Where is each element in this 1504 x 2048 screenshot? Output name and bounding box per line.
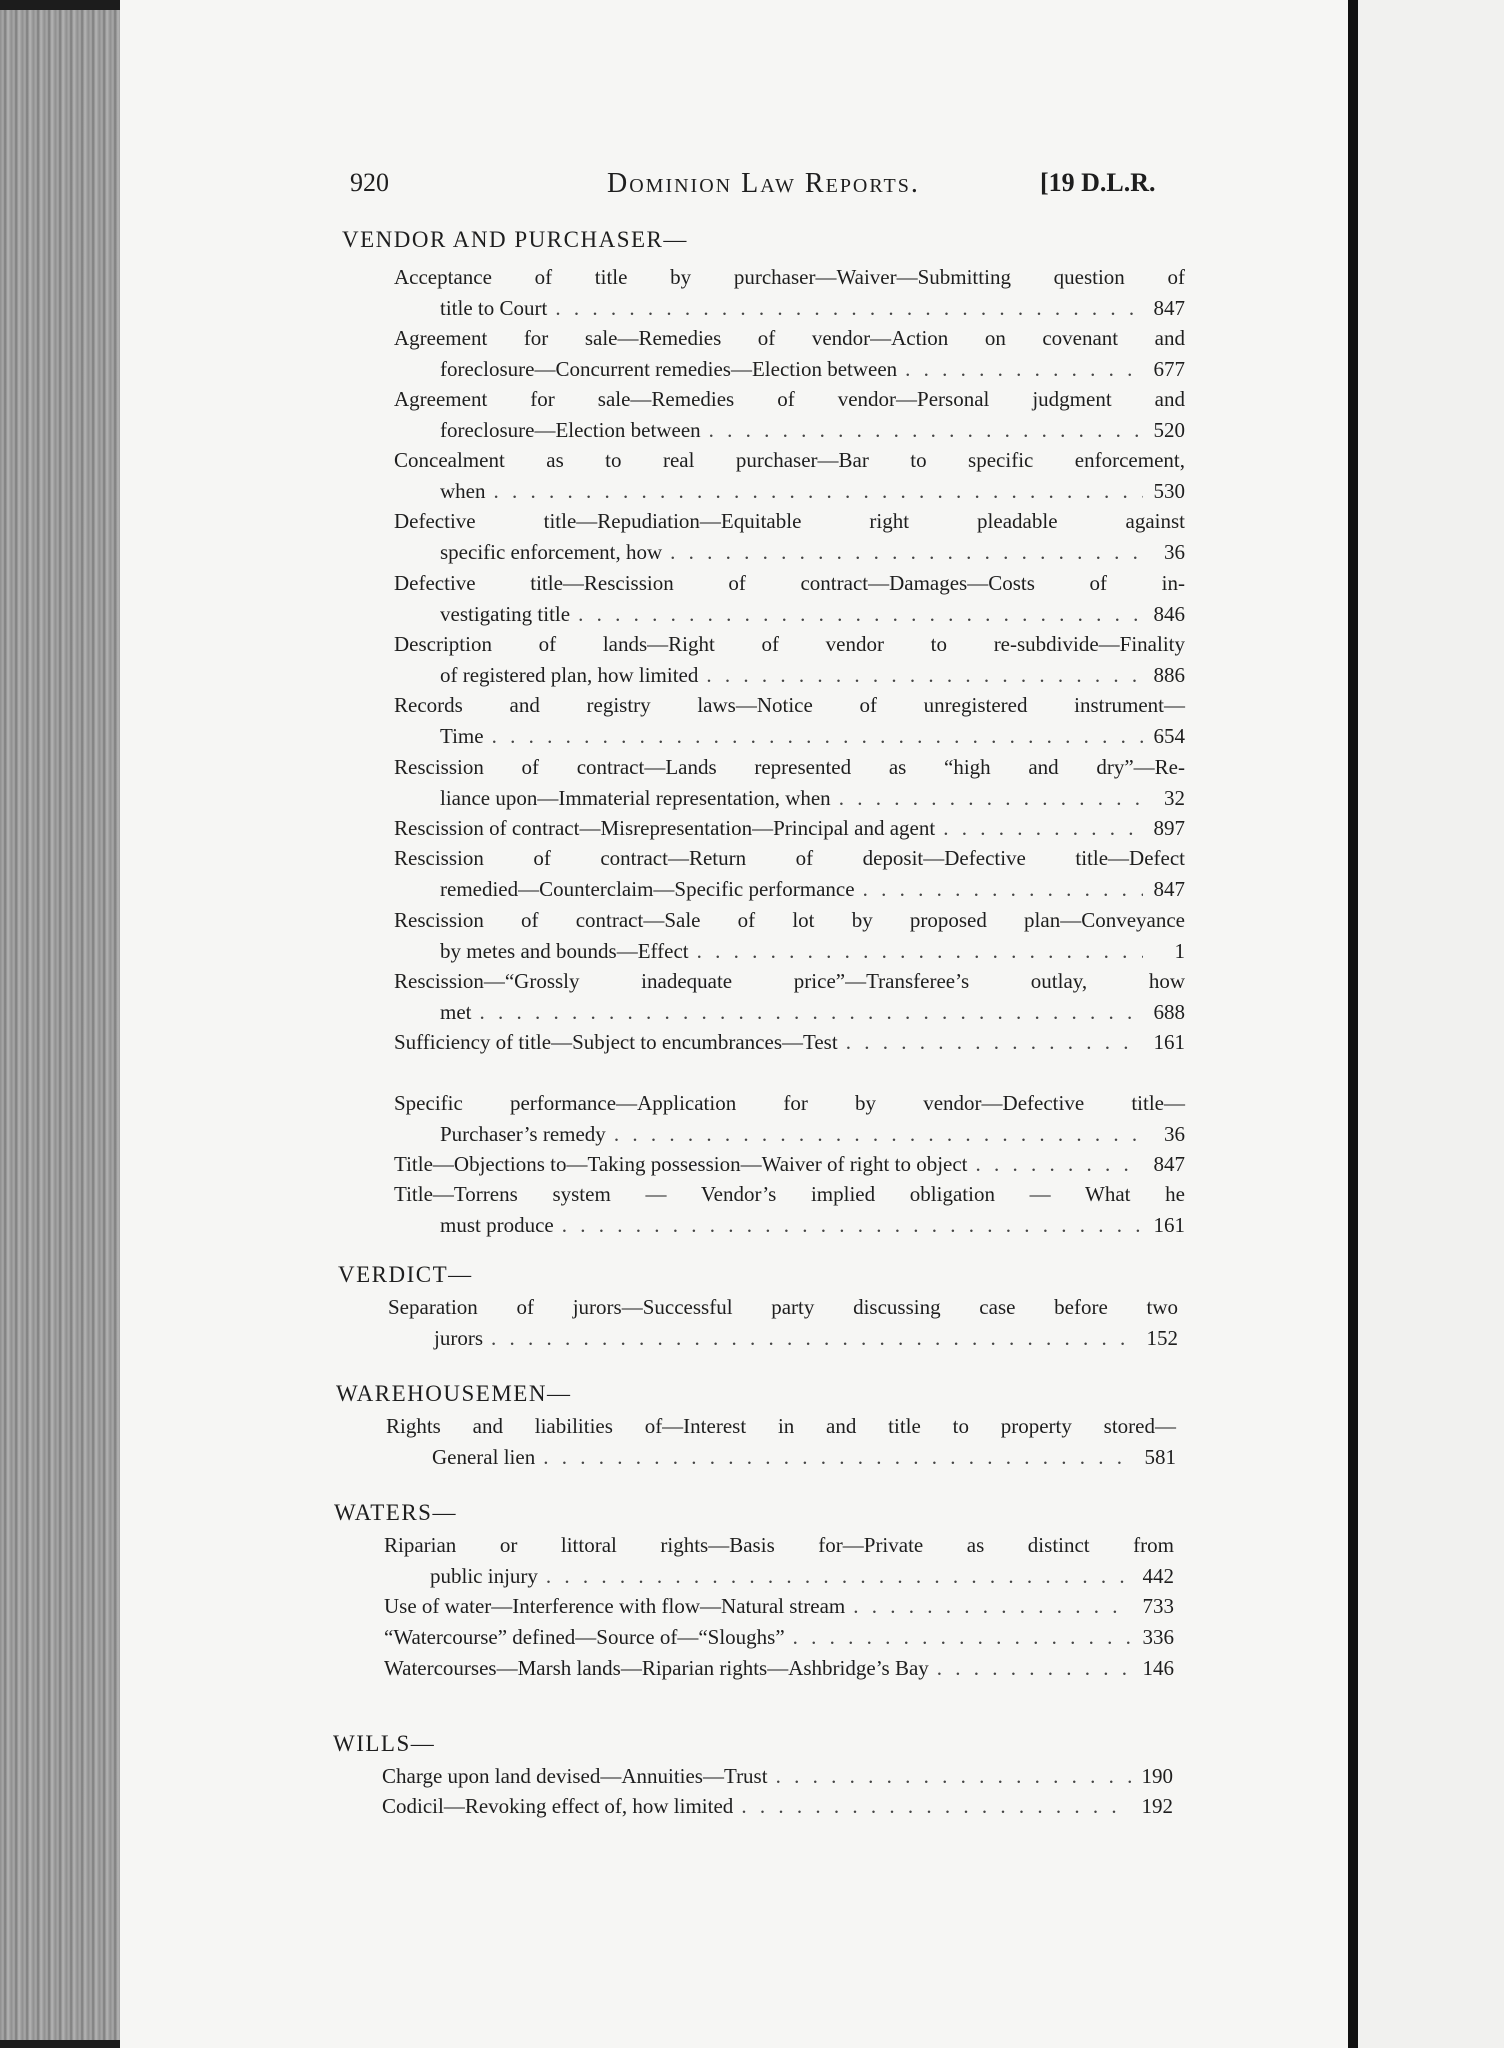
entry-text: must produce bbox=[440, 1212, 554, 1237]
dot-leader bbox=[853, 1591, 1132, 1622]
entry-line: Title—Torrens system — Vendor’s implied obligation — What he bbox=[394, 1182, 1185, 1206]
entry-last-line bbox=[394, 1119, 1185, 1150]
entry-last-line bbox=[394, 415, 1185, 446]
index-entry bbox=[394, 1027, 1185, 1058]
page-reference: 897 bbox=[1153, 816, 1185, 840]
page-reference: 847 bbox=[1153, 295, 1185, 320]
page-reference: 192 bbox=[1141, 1794, 1173, 1818]
entry-text: Title—Objections to—Taking possession—Waiver of right to object bbox=[394, 1152, 968, 1176]
entry-text: Charge upon land devised—Annuities—Trust bbox=[382, 1764, 768, 1788]
index-entry bbox=[394, 323, 1185, 384]
entry-text: General lien bbox=[432, 1444, 536, 1469]
page-reference: 336 bbox=[1142, 1625, 1174, 1649]
page-reference: 530 bbox=[1153, 478, 1185, 503]
page-reference: 442 bbox=[1142, 1563, 1174, 1588]
entry-last-line bbox=[394, 1149, 1185, 1180]
page-reference: 146 bbox=[1142, 1656, 1174, 1680]
entry-last-line bbox=[394, 476, 1185, 507]
dot-leader bbox=[976, 1149, 1143, 1180]
entry-text: met bbox=[440, 999, 472, 1024]
index-entry bbox=[384, 1591, 1174, 1622]
entry-text: “Watercourse” defined—Source of—“Sloughs” bbox=[384, 1625, 785, 1649]
entry-last-line bbox=[382, 1761, 1173, 1792]
entry-last-line bbox=[384, 1561, 1174, 1592]
page-reference: 847 bbox=[1153, 1152, 1185, 1176]
dot-leader bbox=[846, 1027, 1143, 1058]
index-entry bbox=[394, 752, 1185, 813]
entry-last-line bbox=[394, 537, 1185, 568]
dot-leader bbox=[578, 599, 1143, 630]
page-reference: 733 bbox=[1142, 1594, 1174, 1618]
index-entry bbox=[394, 262, 1185, 323]
entry-text: foreclosure—Election between bbox=[440, 417, 701, 442]
index-entry bbox=[394, 445, 1185, 506]
page-reference: 677 bbox=[1153, 356, 1185, 381]
entry-text: Sufficiency of title—Subject to encumbrances—Test bbox=[394, 1030, 838, 1054]
page-reference: 886 bbox=[1153, 662, 1185, 687]
entry-text: Use of water—Interference with flow—Natural stream bbox=[384, 1594, 846, 1618]
index-entry bbox=[394, 905, 1185, 966]
dot-leader bbox=[943, 813, 1143, 844]
entry-last-line bbox=[384, 1622, 1174, 1653]
entry-last-line bbox=[384, 1591, 1174, 1622]
dot-leader bbox=[863, 874, 1143, 905]
dot-leader bbox=[706, 660, 1143, 691]
page-reference: 36 bbox=[1164, 1121, 1185, 1146]
page-reference: 161 bbox=[1153, 1030, 1185, 1054]
entry-line: Agreement for sale—Remedies of vendor—Personal judgment and bbox=[394, 387, 1185, 411]
index-entry bbox=[394, 843, 1185, 904]
dot-leader bbox=[709, 415, 1143, 446]
entry-text: remedied—Counterclaim—Specific performance bbox=[440, 876, 855, 901]
page-reference: 581 bbox=[1144, 1444, 1176, 1469]
entry-last-line bbox=[394, 936, 1185, 967]
entry-text: public injury bbox=[430, 1563, 538, 1588]
entry-line: Concealment as to real purchaser—Bar to specific enforcement, bbox=[394, 448, 1185, 472]
page-reference: 1 bbox=[1174, 938, 1185, 963]
entry-line: Rescission of contract—Return of deposit—Defective title—Defect bbox=[394, 846, 1185, 870]
dot-leader bbox=[562, 1210, 1143, 1241]
page-reference: 654 bbox=[1153, 723, 1185, 748]
page-reference: 36 bbox=[1164, 539, 1185, 564]
index-entry bbox=[394, 966, 1185, 1027]
entry-last-line bbox=[388, 1323, 1178, 1354]
entry-last-line bbox=[394, 599, 1185, 630]
dot-leader bbox=[776, 1761, 1131, 1792]
page-reference: 152 bbox=[1146, 1325, 1178, 1350]
dot-leader bbox=[937, 1653, 1132, 1684]
index-entry bbox=[394, 629, 1185, 690]
index-entry bbox=[394, 1088, 1185, 1149]
entry-last-line bbox=[394, 293, 1185, 324]
dot-leader bbox=[670, 537, 1143, 568]
dot-leader bbox=[546, 1561, 1132, 1592]
entry-text: jurors bbox=[434, 1325, 483, 1350]
entry-text: specific enforcement, how bbox=[440, 539, 663, 564]
entry-text: Codicil—Revoking effect of, how limited bbox=[382, 1794, 734, 1818]
running-title: Dominion Law Reports. bbox=[607, 168, 920, 199]
entry-line: Rights and liabilities of—Interest in and title to property stored— bbox=[386, 1414, 1176, 1438]
entry-last-line bbox=[384, 1653, 1174, 1684]
dot-leader bbox=[494, 476, 1144, 507]
entry-text: by metes and bounds—Effect bbox=[440, 938, 689, 963]
facing-page-edge bbox=[1348, 0, 1504, 2048]
entry-line: Description of lands—Right of vendor to re-subdivide—Finality bbox=[394, 632, 1185, 656]
page-reference: 32 bbox=[1164, 785, 1185, 810]
section-heading: WILLS— bbox=[333, 1731, 436, 1756]
entry-last-line bbox=[394, 1210, 1185, 1241]
page-reference: 688 bbox=[1153, 999, 1185, 1024]
index-entry bbox=[386, 1411, 1176, 1472]
index-entry bbox=[394, 1179, 1185, 1240]
index-entry bbox=[394, 384, 1185, 445]
entry-text: Watercourses—Marsh lands—Riparian rights—Ashbridge’s Bay bbox=[384, 1656, 929, 1680]
index-entry bbox=[384, 1530, 1174, 1591]
entry-text: foreclosure—Concurrent remedies—Election between bbox=[440, 356, 898, 381]
entry-last-line bbox=[394, 721, 1185, 752]
entry-last-line bbox=[394, 354, 1185, 385]
index-entry bbox=[394, 506, 1185, 567]
index-entry bbox=[394, 568, 1185, 629]
section-heading: VERDICT— bbox=[338, 1262, 473, 1287]
dot-leader bbox=[839, 783, 1143, 814]
entry-last-line bbox=[394, 813, 1185, 844]
index-entry bbox=[394, 1149, 1185, 1180]
page-reference: 190 bbox=[1141, 1764, 1173, 1788]
entry-line: Defective title—Rescission of contract—Damages—Costs of in- bbox=[394, 571, 1185, 595]
page-reference: 847 bbox=[1153, 876, 1185, 901]
entry-text: title to Court bbox=[440, 295, 548, 320]
entry-text: Rescission of contract—Misrepresentation—Principal and agent bbox=[394, 816, 936, 840]
index-entry bbox=[394, 813, 1185, 844]
dot-leader bbox=[741, 1791, 1131, 1822]
entry-text: Purchaser’s remedy bbox=[440, 1121, 606, 1146]
entry-line: Rescission—“Grossly inadequate price”—Transferee’s outlay, how bbox=[394, 969, 1185, 993]
entry-last-line bbox=[386, 1442, 1176, 1473]
dot-leader bbox=[905, 354, 1143, 385]
index-entry bbox=[384, 1622, 1174, 1653]
dot-leader bbox=[492, 721, 1143, 752]
entry-last-line bbox=[394, 874, 1185, 905]
entry-line: Agreement for sale—Remedies of vendor—Action on covenant and bbox=[394, 326, 1185, 350]
page-reference: 520 bbox=[1153, 417, 1185, 442]
entry-line: Rescission of contract—Sale of lot by proposed plan—Conveyance bbox=[394, 908, 1185, 932]
dot-leader bbox=[793, 1622, 1132, 1653]
index-entry bbox=[388, 1292, 1178, 1353]
section-heading: WAREHOUSEMEN— bbox=[336, 1381, 572, 1406]
entry-text: of registered plan, how limited bbox=[440, 662, 699, 687]
entry-last-line bbox=[394, 660, 1185, 691]
entry-line: Riparian or littoral rights—Basis for—Private as distinct from bbox=[384, 1533, 1174, 1557]
entry-line: Defective title—Repudiation—Equitable right pleadable against bbox=[394, 509, 1185, 533]
entry-text: when bbox=[440, 478, 486, 503]
entry-line: Specific performance—Application for by vendor—Defective title— bbox=[394, 1091, 1185, 1115]
dot-leader bbox=[480, 997, 1144, 1028]
entry-line: Separation of jurors—Successful party discussing case before two bbox=[388, 1295, 1178, 1319]
volume-reference: [19 D.L.R. bbox=[1040, 168, 1156, 197]
dot-leader bbox=[614, 1119, 1143, 1150]
page-reference: 846 bbox=[1153, 601, 1185, 626]
index-entry bbox=[384, 1653, 1174, 1684]
entry-text: vestigating title bbox=[440, 601, 571, 626]
entry-last-line bbox=[382, 1791, 1173, 1822]
index-entry bbox=[394, 690, 1185, 751]
dot-leader bbox=[491, 1323, 1136, 1354]
entry-last-line bbox=[394, 1027, 1185, 1058]
section-heading: VENDOR AND PURCHASER— bbox=[342, 227, 688, 252]
page-reference: 161 bbox=[1153, 1212, 1185, 1237]
page-number: 920 bbox=[350, 168, 389, 197]
entry-line: Records and registry laws—Notice of unregistered instrument— bbox=[394, 693, 1185, 717]
entry-line: Rescission of contract—Lands represented as “high and dry”—Re- bbox=[394, 755, 1185, 779]
dot-leader bbox=[697, 936, 1143, 967]
dot-leader bbox=[543, 1442, 1134, 1473]
entry-text: liance upon—Immaterial representation, when bbox=[440, 785, 831, 810]
entry-line: Acceptance of title by purchaser—Waiver—Submitting question of bbox=[394, 265, 1185, 289]
entry-last-line bbox=[394, 997, 1185, 1028]
entry-text: Time bbox=[440, 723, 484, 748]
entry-last-line bbox=[394, 783, 1185, 814]
index-entry bbox=[382, 1791, 1173, 1822]
dot-leader bbox=[555, 293, 1143, 324]
section-heading: WATERS— bbox=[334, 1500, 457, 1525]
index-entry bbox=[382, 1761, 1173, 1792]
